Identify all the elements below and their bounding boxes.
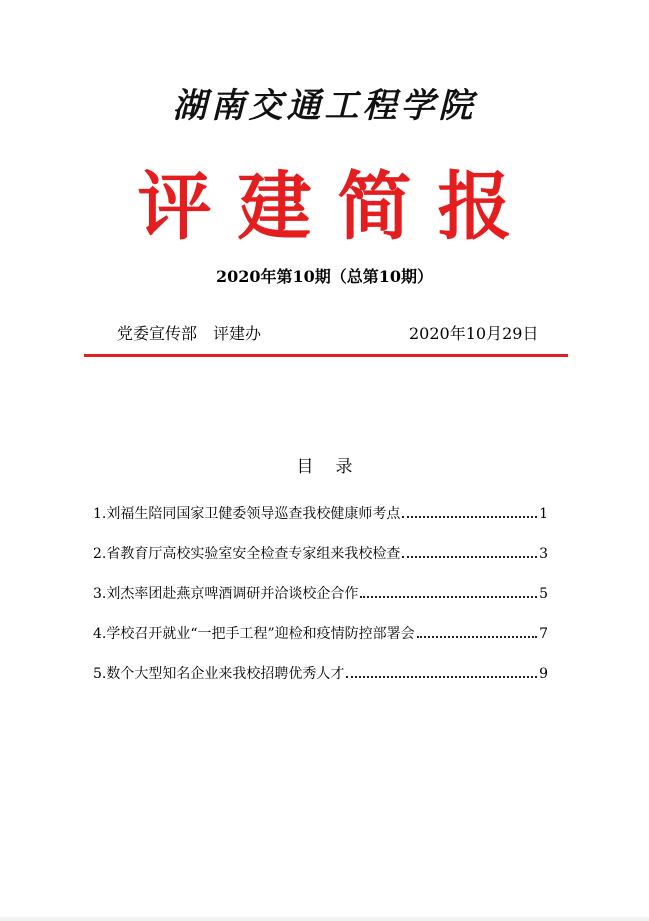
toc-item[interactable] [93, 544, 548, 584]
red-divider-rule [84, 354, 568, 357]
toc-item-title: 刘福生陪同国家卫健委领导巡查我校健康师考点 [106, 506, 401, 522]
bulletin-title: 评建简报 [137, 164, 538, 250]
toc-item-number: 4. [93, 626, 107, 642]
toc-item-title: 学校召开就业“一把手工程”迎检和疫情防控部署会 [106, 626, 415, 642]
toc-item-page: 9 [539, 666, 548, 682]
toc-dot-leader [346, 676, 537, 678]
toc-item[interactable] [93, 664, 548, 704]
toc-item[interactable] [93, 624, 548, 664]
publish-date: 2020年10月29日 [409, 324, 539, 343]
toc-item-number: 3. [93, 586, 107, 602]
toc-item-page: 3 [539, 546, 548, 562]
toc-item[interactable] [93, 584, 548, 624]
toc-heading: 目录 [296, 457, 375, 477]
toc-dot-leader [360, 596, 537, 598]
publishing-department: 党委宣传部 评建办 [117, 324, 262, 343]
issue-number: 2020年第10期（总第10期） [215, 267, 434, 286]
toc-item-number: 2. [93, 546, 107, 562]
toc-item-title: 数个大型知名企业来我校招聘优秀人才 [106, 666, 345, 682]
toc-dot-leader [402, 516, 537, 518]
page-bottom-edge [0, 917, 649, 921]
toc-item-page: 1 [539, 506, 548, 522]
toc-item-title: 省教育厅高校实验室安全检查专家组来我校检查 [106, 546, 401, 562]
toc-item[interactable] [93, 504, 548, 544]
toc-item-page: 7 [539, 626, 548, 642]
toc-item-number: 5. [93, 666, 107, 682]
toc-dot-leader [417, 636, 537, 638]
toc-item-title: 刘杰率团赴燕京啤酒调研并洽谈校企合作 [106, 586, 359, 602]
school-name: 湖南交通工程学院 [172, 86, 477, 126]
toc-list [93, 504, 548, 704]
toc-item-number: 1. [93, 506, 107, 522]
toc-dot-leader [402, 556, 537, 558]
toc-item-page: 5 [539, 586, 548, 602]
